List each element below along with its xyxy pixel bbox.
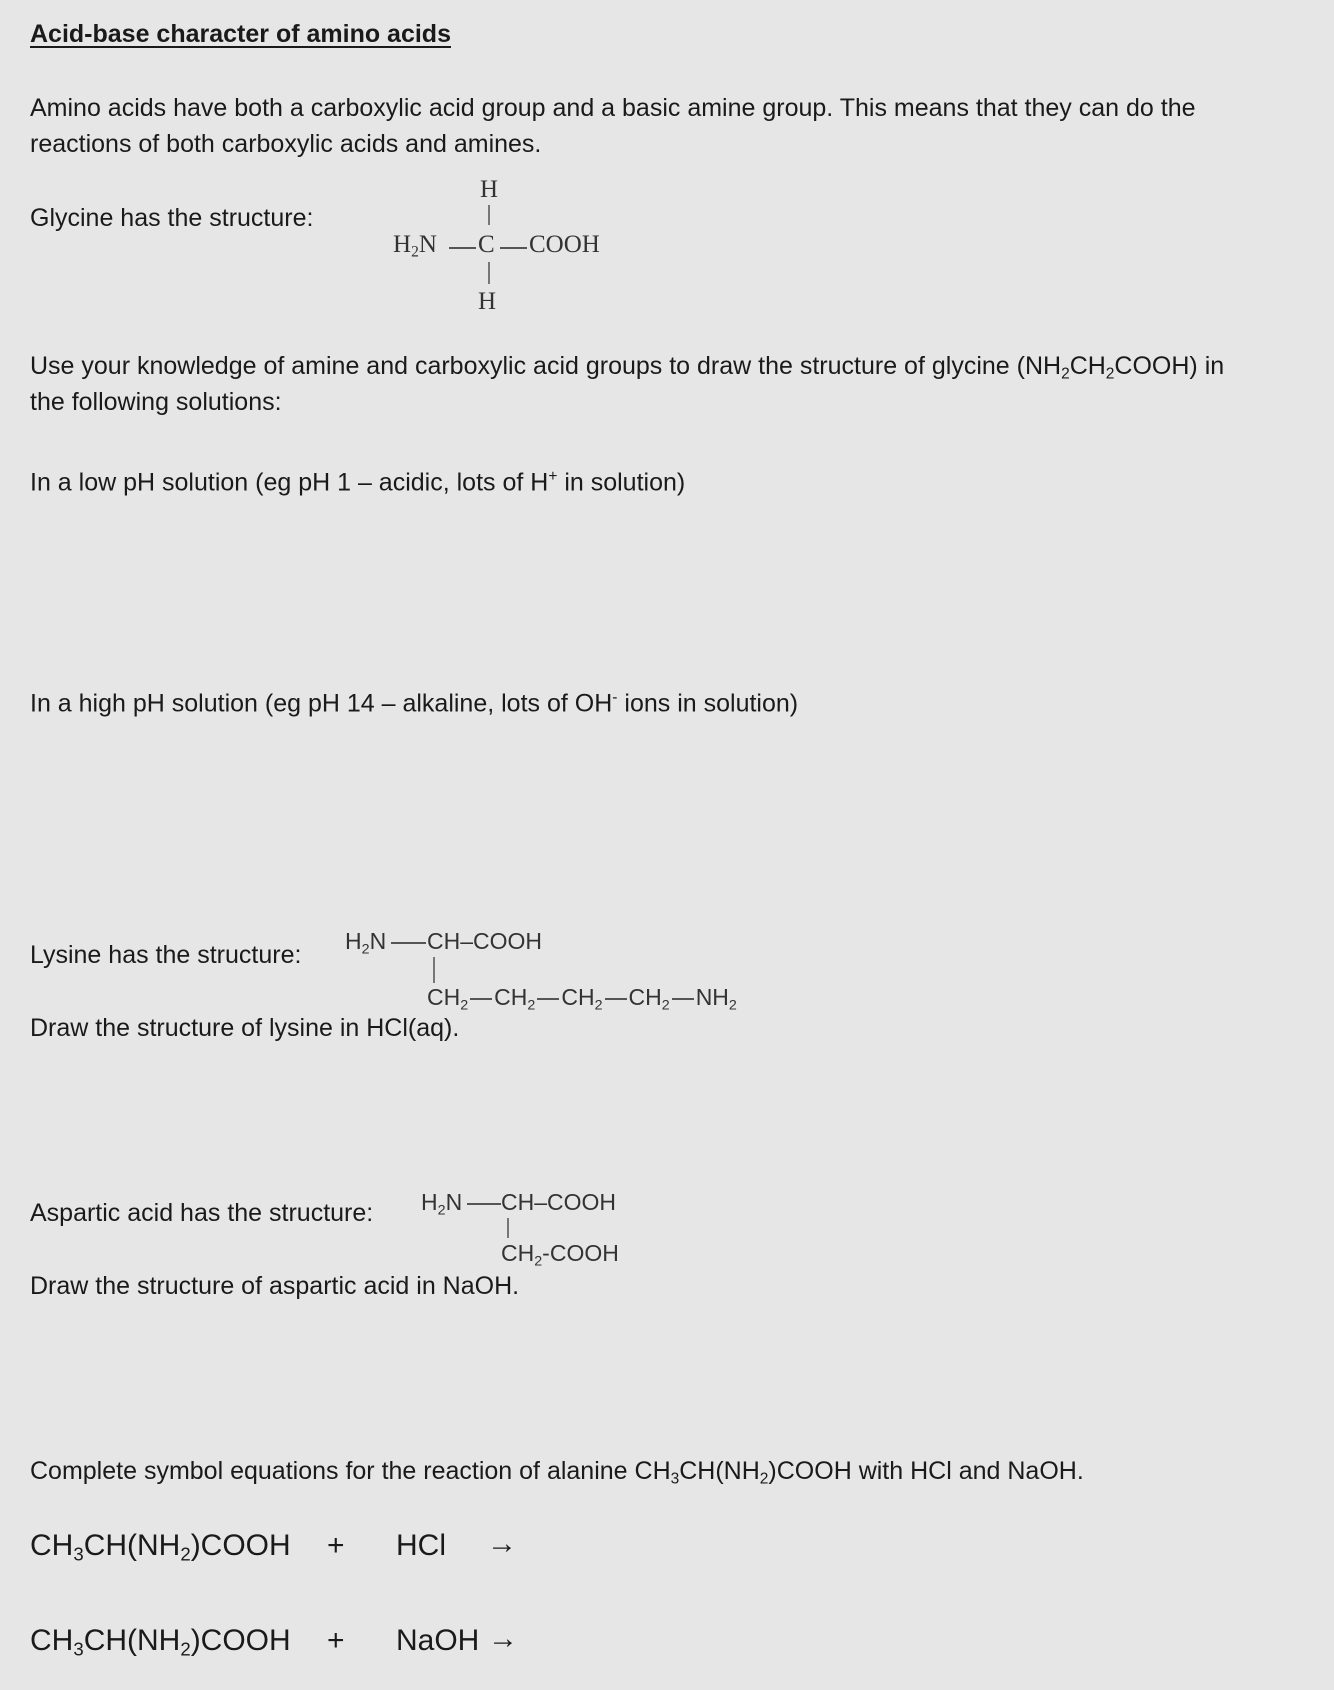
equation-hcl-arrow: →: [487, 1527, 517, 1560]
high-ph-prompt: In a high pH solution (eg pH 14 – alkaline, lots of OH- ions in solution): [30, 689, 799, 718]
lysine-chain-group: NH2: [695, 984, 737, 1014]
low-ph-prompt: In a low pH solution (eg pH 1 – acidic, lots of H+ in solution): [30, 468, 686, 497]
lysine-chain-group: CH2: [561, 984, 603, 1014]
glycine-carbon: C: [478, 231, 495, 258]
lysine-chain-group: CH2: [427, 984, 469, 1014]
glycine-bottom-h: H: [478, 288, 497, 315]
lysine-chain-bond: [537, 998, 559, 1000]
equation-naoh-reagent: NaOH: [396, 1624, 480, 1657]
glycine-bond-left: [449, 247, 476, 249]
equation-hcl-reagent: HCl: [396, 1529, 446, 1562]
question-1-line-1: Use your knowledge of amine and carboxylic acid groups to draw the structure of glycine (NH2CH2COOH) in: [30, 352, 1225, 383]
question-1-line-2: the following solutions:: [30, 388, 282, 416]
aspartic-amine: H2N: [421, 1189, 463, 1219]
alanine-prompt: Complete symbol equations for the reaction of alanine CH3CH(NH2)COOH with HCl and NaOH.: [30, 1457, 1084, 1488]
aspartic-task: Draw the structure of aspartic acid in NaOH.: [30, 1272, 520, 1300]
lysine-chain-bond: [672, 998, 694, 1000]
lysine-backbone: CH–COOH: [427, 928, 543, 954]
lysine-chain-group: CH2: [628, 984, 670, 1014]
glycine-bond-right: [500, 247, 527, 249]
equation-hcl-reactant: CH3CH(NH2)COOH: [30, 1529, 291, 1565]
lysine-chain-bond: [470, 998, 492, 1000]
aspartic-backbone: CH–COOH: [501, 1189, 617, 1215]
lysine-amine: H2N: [345, 928, 387, 958]
lysine-bond-amine: [391, 942, 426, 944]
glycine-bond-top: [488, 205, 490, 225]
equation-hcl-plus: +: [327, 1529, 345, 1562]
page-title: Acid-base character of amino acids: [30, 20, 451, 48]
intro-line-2: reactions of both carboxylic acids and amines.: [30, 130, 542, 158]
equation-naoh-plus: +: [327, 1624, 345, 1657]
aspartic-bond-amine: [467, 1203, 501, 1205]
glycine-top-h: H: [480, 176, 499, 203]
lysine-chain-bond: [605, 998, 627, 1000]
aspartic-label: Aspartic acid has the structure:: [30, 1199, 374, 1227]
glycine-carboxyl: COOH: [529, 231, 600, 258]
lysine-chain-group: CH2: [494, 984, 536, 1014]
equation-naoh-arrow: →: [488, 1622, 518, 1655]
lysine-label: Lysine has the structure:: [30, 941, 302, 969]
glycine-bond-bottom: [488, 262, 490, 284]
aspartic-side-chain: CH2-COOH: [501, 1240, 619, 1270]
equation-naoh-reactant: CH3CH(NH2)COOH: [30, 1624, 291, 1660]
glycine-label: Glycine has the structure:: [30, 204, 314, 232]
lysine-side-chain: [427, 984, 737, 1013]
glycine-amine: H2N: [393, 231, 437, 261]
intro-line-1: Amino acids have both a carboxylic acid group and a basic amine group. This means that they can do the: [30, 94, 1196, 122]
lysine-bond-side: [433, 957, 435, 983]
aspartic-bond-side: [507, 1218, 509, 1238]
lysine-task: Draw the structure of lysine in HCl(aq).: [30, 1014, 460, 1042]
